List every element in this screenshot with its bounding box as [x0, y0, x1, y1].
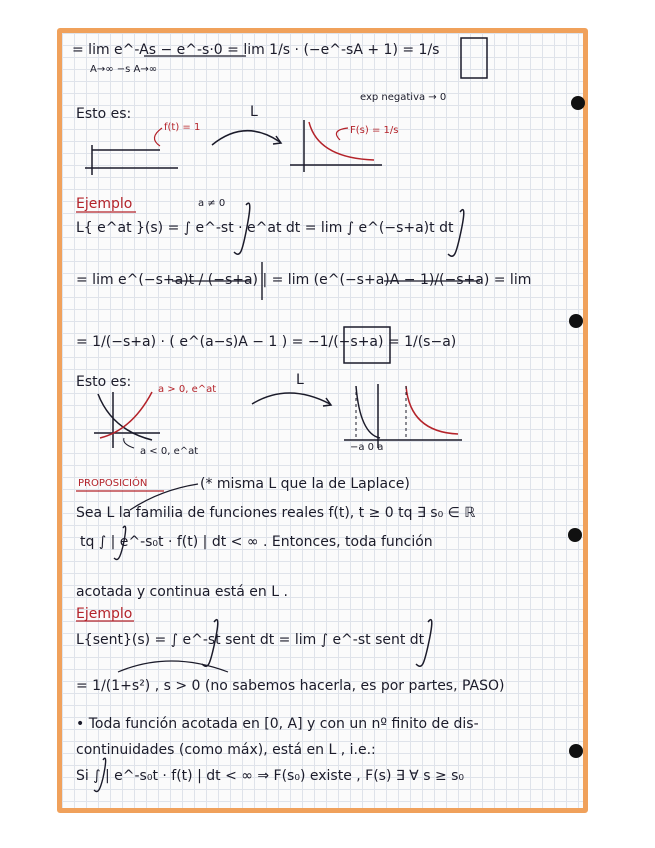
- graph1-arrow: [154, 128, 162, 146]
- transform-symbol-2: L: [296, 372, 304, 388]
- graph1-label: f(t) = 1: [164, 122, 201, 133]
- line-12: acotada y continua está en L .: [76, 584, 288, 600]
- graph3-label-neg: a < 0, e^at: [140, 446, 199, 457]
- line-3: Esto es:: [76, 106, 132, 122]
- transform-arrow-2: [252, 393, 330, 404]
- line-11: tq ∫ | e^-s₀t · f(t) | dt < ∞ . Entonces, toda función: [80, 534, 433, 550]
- proposition-heading: PROPOSICIÓN: [78, 478, 148, 489]
- graph4-curve-neg: [356, 386, 380, 438]
- example-heading-1: Ejemplo: [76, 196, 133, 212]
- graph4-curve-pos: [406, 386, 458, 434]
- line-10: Sea L la familia de funciones reales f(t), t ≥ 0 tq ∃ s₀ ∈ ℝ: [76, 505, 476, 521]
- graph4-ticks: −a 0 a: [350, 442, 384, 453]
- line-7: = 1/(−s+a) · ( e^(a−s)A − 1 ) = −1/(−s+a) = 1/(s−a): [76, 334, 457, 350]
- graph3-growth: [100, 392, 152, 438]
- line-15: = 1/(1+s²) , s > 0 (no sabemos hacerla, es por partes, PASO): [76, 678, 505, 694]
- condition-a: a ≠ 0: [198, 198, 226, 209]
- line-6: = lim e^(−s+a)t / (−s+a) | = lim (e^(−s+a)A − 1)/(−s+a) = lim: [76, 272, 532, 288]
- line-2: exp negativa → 0: [360, 92, 447, 103]
- example-heading-2: Ejemplo: [76, 606, 133, 622]
- graph3-label-pos: a > 0, e^at: [158, 384, 217, 395]
- line-18: Si ∫ | e^-s₀t · f(t) | dt < ∞ ⇒ F(s₀) existe , F(s) ∃ ∀ s ≥ s₀: [76, 768, 465, 784]
- graph2-label: F(s) = 1/s: [350, 125, 399, 136]
- proposition-note: (* misma L que la de Laplace): [200, 476, 410, 492]
- line-5: L{ e^at }(s) = ∫ e^-st · e^at dt = lim ∫ e^(−s+a)t dt: [76, 220, 454, 236]
- line-16: • Toda función acotada en [0, A] y con un nº finito de dis-: [76, 716, 479, 732]
- line-14: L{sent}(s) = ∫ e^-st sent dt = lim ∫ e^-st sent dt: [76, 632, 425, 648]
- line-1: = lim e^-As − e^-s·0 = lim 1/s · (−e^-sA + 1) = 1/s: [72, 42, 440, 58]
- transform-arrow-1: [212, 131, 280, 145]
- line-1-limits: A→∞ −s A→∞: [90, 64, 158, 75]
- line-8: Esto es:: [76, 374, 132, 390]
- transform-symbol-1: L: [250, 104, 258, 120]
- line-17: continuidades (como máx), está en L , i.e.:: [76, 742, 376, 758]
